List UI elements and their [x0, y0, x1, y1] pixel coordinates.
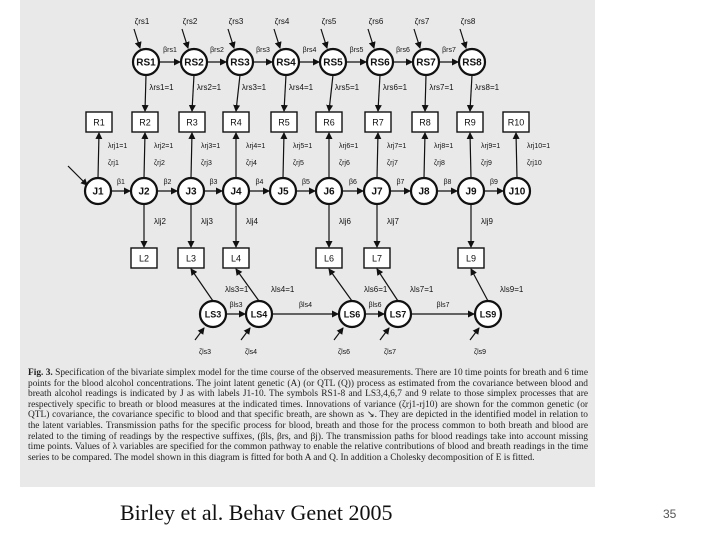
- zeta-rs-arrow-6: [368, 29, 374, 48]
- beta-rs-label-2: βrs2: [210, 46, 224, 54]
- lambda-rs-path-2: [192, 75, 194, 111]
- j-node-label-3: J3: [185, 186, 197, 198]
- lambda-rs-path-1: [145, 75, 146, 111]
- lambda-rs-label-6: λrs6=1: [382, 83, 408, 93]
- citation: Birley et al. Behav Genet 2005: [120, 500, 393, 525]
- zeta-rj-label-4: ζrj4: [246, 159, 257, 167]
- lambda-rj-label-3: λrj3=1: [201, 142, 221, 150]
- lambda-ls-path-1: [191, 269, 213, 301]
- lambda-rj-label-10: λrj10=1: [527, 142, 551, 150]
- zeta-ls-arrow-5: [470, 328, 479, 340]
- zeta-rs-arrow-4: [274, 29, 280, 48]
- zeta-ls-arrow-2: [241, 328, 250, 340]
- lambda-ls-label-1: λls3=1: [225, 285, 249, 295]
- r-box-label-7: R7: [372, 117, 384, 128]
- lambda-rs-label-2: λrs2=1: [196, 83, 222, 93]
- l-box-label-4: L6: [323, 253, 335, 264]
- lambda-rj-path-10: [516, 133, 517, 178]
- lambda-ls-label-3: λls6=1: [364, 285, 388, 295]
- lambda-rs-path-6: [378, 75, 380, 111]
- j-node-label-10: J10: [508, 186, 526, 198]
- zeta-ls-label-4: ζls7: [384, 348, 397, 356]
- beta-ls-label-1: βls3: [229, 301, 243, 309]
- zeta-ls-arrow-3: [334, 328, 343, 340]
- zeta-rj-label-6: ζrj6: [339, 159, 350, 167]
- rs-node-label-2: RS2: [184, 57, 204, 69]
- ls-node-label-2: LS4: [250, 309, 268, 320]
- j-node-label-1: J1: [92, 186, 104, 198]
- lambda-ls-label-5: λls9=1: [500, 285, 524, 295]
- lambda-rj-path-3: [191, 133, 192, 178]
- beta-rs-label-4: βrs4: [302, 46, 317, 54]
- zeta-rs-label-2: ζrs2: [182, 17, 198, 27]
- lambda-rj-path-9: [470, 133, 471, 178]
- zeta-rj-label-7: ζrj7: [387, 159, 398, 167]
- lambda-rj-label-9: λrj9=1: [481, 142, 501, 150]
- rs-node-label-5: RS5: [323, 57, 343, 69]
- lambda-rs-label-1: λrs1=1: [149, 83, 174, 93]
- lambda-rj-label-7: λrj7=1: [387, 142, 407, 150]
- lambda-rj-label-5: λrj5=1: [293, 142, 313, 150]
- lambda-rj-path-2: [144, 133, 145, 178]
- zeta-rj-label-1: ζrj1: [108, 159, 119, 167]
- rs-node-label-6: RS6: [370, 57, 390, 69]
- figure-caption: [28, 368, 588, 463]
- j-node-label-7: J7: [371, 186, 383, 198]
- lambda-lj-label-6: λlj9: [481, 217, 494, 227]
- lambda-rj-path-1: [98, 133, 99, 178]
- l-box-label-6: L9: [465, 253, 477, 264]
- rs-node-label-1: RS1: [136, 57, 156, 69]
- lambda-rj-path-5: [283, 133, 284, 178]
- zeta-rs-arrow-2: [182, 29, 188, 48]
- ls-node-label-4: LS7: [389, 309, 407, 320]
- lambda-rs-path-7: [425, 75, 426, 111]
- lambda-lj-label-4: λlj6: [339, 217, 352, 227]
- lambda-ls-path-5: [471, 269, 488, 301]
- beta-j-label-9: β9: [490, 178, 498, 186]
- lambda-rj-path-8: [424, 133, 425, 178]
- r-box-label-10: R10: [507, 117, 525, 128]
- r-box-label-9: R9: [464, 117, 476, 128]
- zeta-rj-label-8: ζrj8: [434, 159, 445, 167]
- lambda-ls-label-4: λls7=1: [410, 285, 434, 295]
- zeta-rs-arrow-8: [460, 29, 466, 48]
- l-box-label-1: L2: [138, 253, 150, 264]
- r-box-label-3: R3: [186, 117, 198, 128]
- j-node-label-9: J9: [465, 186, 477, 198]
- zeta-rj-label-5: ζrj5: [293, 159, 304, 167]
- beta-j-label-2: β2: [163, 178, 172, 186]
- path-diagram: [20, 0, 595, 360]
- beta-j-label-4: β4: [255, 178, 264, 186]
- zeta-rs-label-3: ζrs3: [228, 17, 244, 27]
- lambda-ls-path-3: [329, 269, 352, 301]
- caption-text: Specification of the bivariate simplex model for the time course of the observed measurements. There are 10 time points for breath and 6 time points for the blood alcohol concentrations. The joint latent genetic (A) (or QTL (Q)) process as estimated from the covariance between blood and breath alcohol readings is indicated by J as with labels J1-10. The symbols RS1-8 and LS3,4,6,7 and 9 relate to those simplex processes that are respectively specific to breath or blood measures at the indicated times. Innovations of variance (ζrj1-rj10) are shown for the common genetic (or QTL) covariance, the covariance specific to blood and that specific breath, are shown as ↘. They are depicted in the identified model in relation to the latent variables. Transmission paths for the specific process for blood, breath and those for the process common to both breath and blood are related to the timing of readings by the respective suffixes, (βls, βrs, and βj). The transmission paths for blood readings take into account missing time points. Values of λ variables are specified for the common pathway to enable the relative contributions of blood and breath readings in the time series to be compared. The model shown in this diagram is fitted for both A and Q. In addition a Cholesky decomposition of E is fitted.: [28, 368, 589, 463]
- lambda-rs-label-8: λrs8=1: [474, 83, 500, 93]
- lambda-rj-label-4: λrj4=1: [246, 142, 266, 150]
- lambda-rs-label-7: λrs7=1: [429, 83, 454, 93]
- rs-node-label-3: RS3: [230, 57, 250, 69]
- j-node-label-6: J6: [323, 186, 335, 198]
- lambda-rj-label-1: λrj1=1: [108, 142, 128, 150]
- slide-number: 35: [663, 507, 677, 521]
- beta-rs-label-6: βrs6: [396, 46, 410, 54]
- ls-node-label-3: LS6: [343, 309, 361, 320]
- j-node-label-5: J5: [277, 186, 289, 198]
- r-box-label-1: R1: [93, 117, 105, 128]
- beta-ls-label-4: βls7: [436, 301, 450, 309]
- r-box-label-4: R4: [230, 117, 242, 128]
- zeta-ls-label-2: ζls4: [245, 348, 258, 356]
- zeta-rj-label-10: ζrj10: [527, 159, 542, 167]
- rs-node-label-7: RS7: [416, 57, 436, 69]
- zeta-rj-label-3: ζrj3: [201, 159, 212, 167]
- lambda-rj-label-8: λrj8=1: [434, 142, 454, 150]
- lambda-rs-label-5: λrs5=1: [334, 83, 360, 93]
- lambda-ls-label-2: λls4=1: [271, 285, 295, 295]
- zeta-ls-label-5: ζls9: [474, 348, 487, 356]
- lambda-lj-label-1: λlj2: [154, 217, 167, 227]
- lambda-rs-path-5: [329, 75, 333, 111]
- r-box-label-2: R2: [139, 117, 151, 128]
- beta-j-label-6: β6: [349, 178, 357, 186]
- lambda-rs-path-8: [470, 75, 472, 111]
- j-node-label-8: J8: [418, 186, 430, 198]
- zeta-rs-label-4: ζrs4: [274, 17, 290, 27]
- rs-node-label-8: RS8: [462, 57, 482, 69]
- zeta-rs-label-8: ζrs8: [460, 17, 476, 27]
- lambda-rs-path-3: [236, 75, 240, 111]
- zeta-rs-arrow-3: [228, 29, 234, 48]
- r-box-label-6: R6: [323, 117, 335, 128]
- r-box-label-8: R8: [419, 117, 431, 128]
- j-node-label-4: J4: [230, 186, 242, 198]
- beta-j-label-7: β7: [396, 178, 405, 186]
- zeta-rs-label-1: ζrs1: [134, 17, 150, 27]
- zeta-ls-arrow-1: [195, 328, 204, 340]
- beta-rs-label-7: βrs7: [442, 46, 456, 54]
- r-box-label-5: R5: [278, 117, 290, 128]
- rs-node-label-4: RS4: [276, 57, 296, 69]
- lambda-lj-label-5: λlj7: [387, 217, 400, 227]
- l-box-label-2: L3: [185, 253, 197, 264]
- beta-j-label-5: β5: [302, 178, 310, 186]
- beta-ls-label-2: βls4: [299, 301, 312, 309]
- zeta-rs-label-5: ζrs5: [321, 17, 337, 27]
- figure-panel: [20, 0, 595, 487]
- lambda-lj-label-2: λlj3: [201, 217, 214, 227]
- zeta-ls-label-3: ζls6: [338, 348, 351, 356]
- l-box-label-3: L4: [230, 253, 242, 264]
- lambda-rs-label-3: λrs3=1: [241, 83, 267, 93]
- lambda-rs-label-4: λrs4=1: [288, 83, 314, 93]
- ls-node-label-5: LS9: [479, 309, 497, 320]
- l-box-label-5: L7: [371, 253, 383, 264]
- beta-j-label-1: β1: [117, 178, 125, 186]
- lambda-lj-label-3: λlj4: [246, 217, 259, 227]
- zeta-ls-label-1: ζls3: [199, 348, 212, 356]
- beta-j-label-3: β3: [209, 178, 218, 186]
- zeta-ls-arrow-4: [380, 328, 389, 340]
- zeta-rs-arrow-7: [414, 29, 420, 48]
- lambda-rs-path-4: [284, 75, 286, 111]
- lambda-rj-label-2: λrj2=1: [154, 142, 174, 150]
- beta-ls-label-3: βls6: [368, 301, 382, 309]
- zeta-rs-arrow-1: [134, 29, 140, 48]
- beta-rs-label-3: βrs3: [256, 46, 270, 54]
- j-node-label-2: J2: [138, 186, 150, 198]
- beta-j-label-8: β8: [443, 178, 452, 186]
- zeta-rs-arrow-5: [321, 29, 327, 48]
- caption-label: Fig. 3.: [28, 368, 53, 378]
- lambda-rj-label-6: λrj6=1: [339, 142, 359, 150]
- zeta-rs-label-7: ζrs7: [414, 17, 430, 27]
- zeta-rs-label-6: ζrs6: [368, 17, 384, 27]
- zeta-rj-label-2: ζrj2: [154, 159, 165, 167]
- zeta-rj-label-9: ζrj9: [481, 159, 492, 167]
- ls-node-label-1: LS3: [204, 309, 222, 320]
- lambda-rj-path-7: [377, 133, 378, 178]
- beta-rs-label-1: βrs1: [163, 46, 177, 54]
- zeta-rj-arrow-1: [68, 166, 87, 185]
- beta-rs-label-5: βrs5: [349, 46, 364, 54]
